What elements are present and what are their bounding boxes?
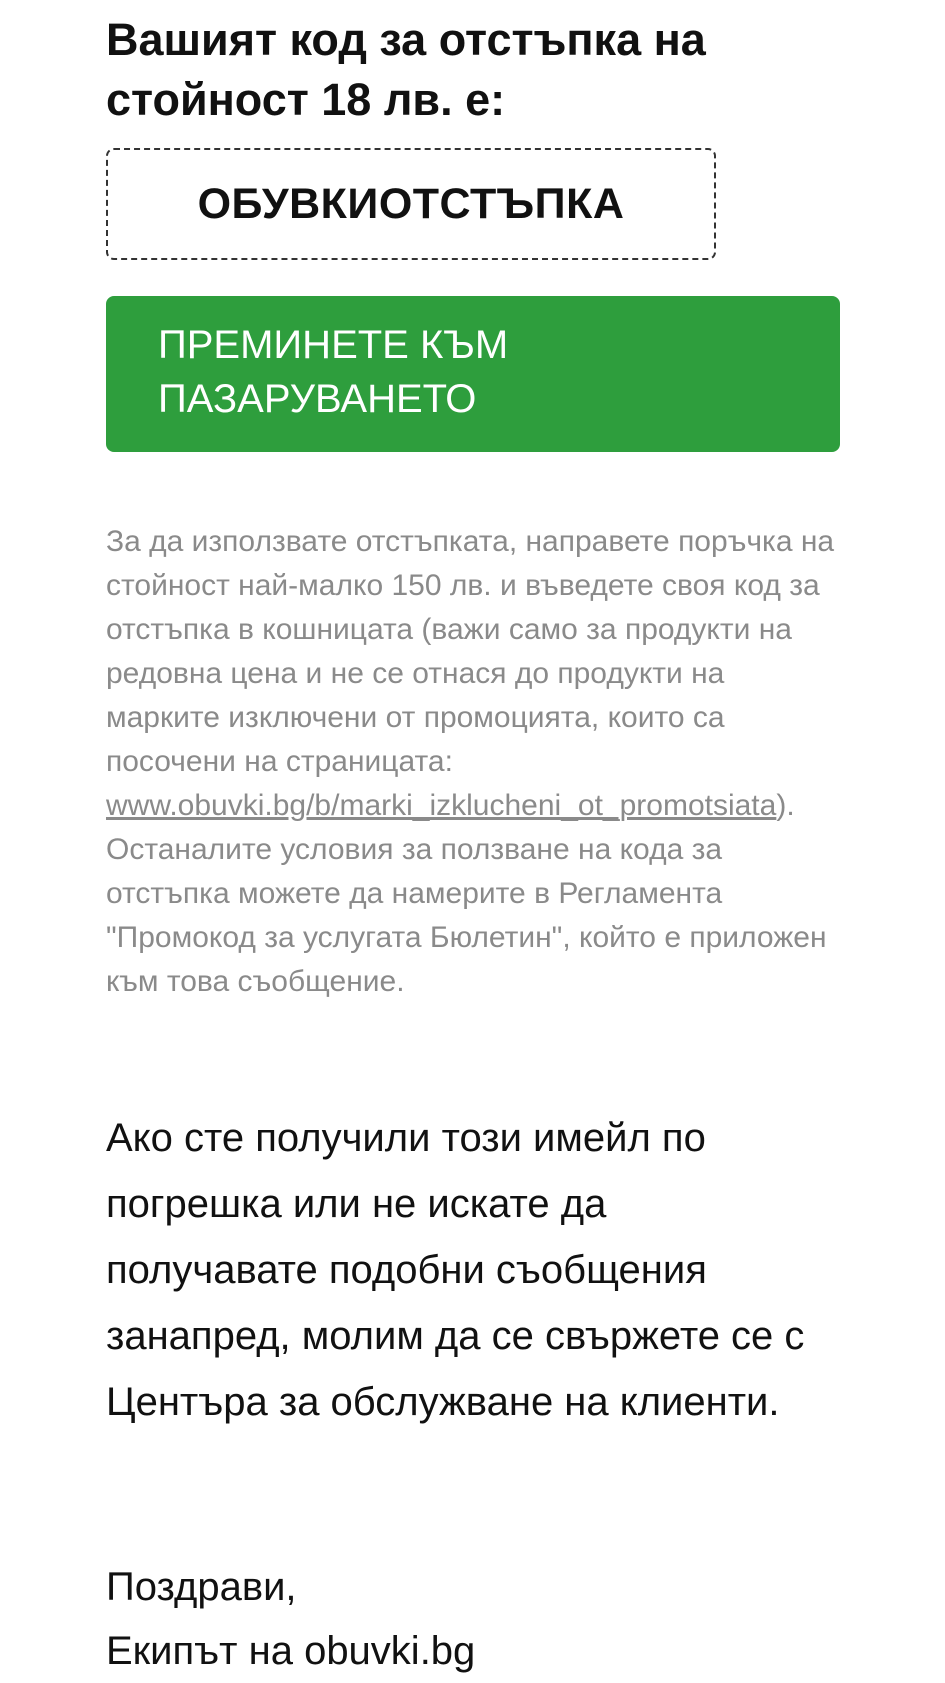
discount-code[interactable]: ОБУВКИОТСТЪПКА xyxy=(197,179,625,228)
terms-paragraph xyxy=(106,520,846,1004)
signoff-greeting: Поздрави, xyxy=(106,1565,297,1609)
signoff-team: Екипът на obuvki.bg xyxy=(106,1629,476,1673)
go-shopping-button[interactable] xyxy=(106,296,840,452)
unsubscribe-notice: Ако сте получили този имейл по погрешка или не искате да получавате подобни съобщения занапред, молим да се свържете се с Центъра за обслужване на клиенти. xyxy=(106,1116,805,1424)
excluded-brands-link[interactable]: www.obuvki.bg/b/marki_izklucheni_ot_promotsiata xyxy=(106,789,777,822)
discount-code-box[interactable] xyxy=(106,148,716,260)
go-shopping-button-label: ПРЕМИНЕТЕ КЪМ ПАЗАРУВАНЕТО xyxy=(158,323,509,421)
terms-text-start: За да използвате отстъпката, направете поръчка на стойност най-малко 150 лв. и въведете своя код за отстъпка в кошницата (важи само за продукти на редовна цена и не се отнася до продукти на марките изключени от промоцията, които са посочени на страницата: xyxy=(106,525,835,778)
signoff xyxy=(106,1555,806,1683)
terms-text-end: ). Останалите условия за ползване на кода за отстъпка можете да намерите в Регламента "Промокод за услугата Бюлетин", който е приложен към това съобщение. xyxy=(106,789,827,998)
discount-heading: Вашият код за отстъпка на стойност 18 лв. е: xyxy=(106,14,706,125)
